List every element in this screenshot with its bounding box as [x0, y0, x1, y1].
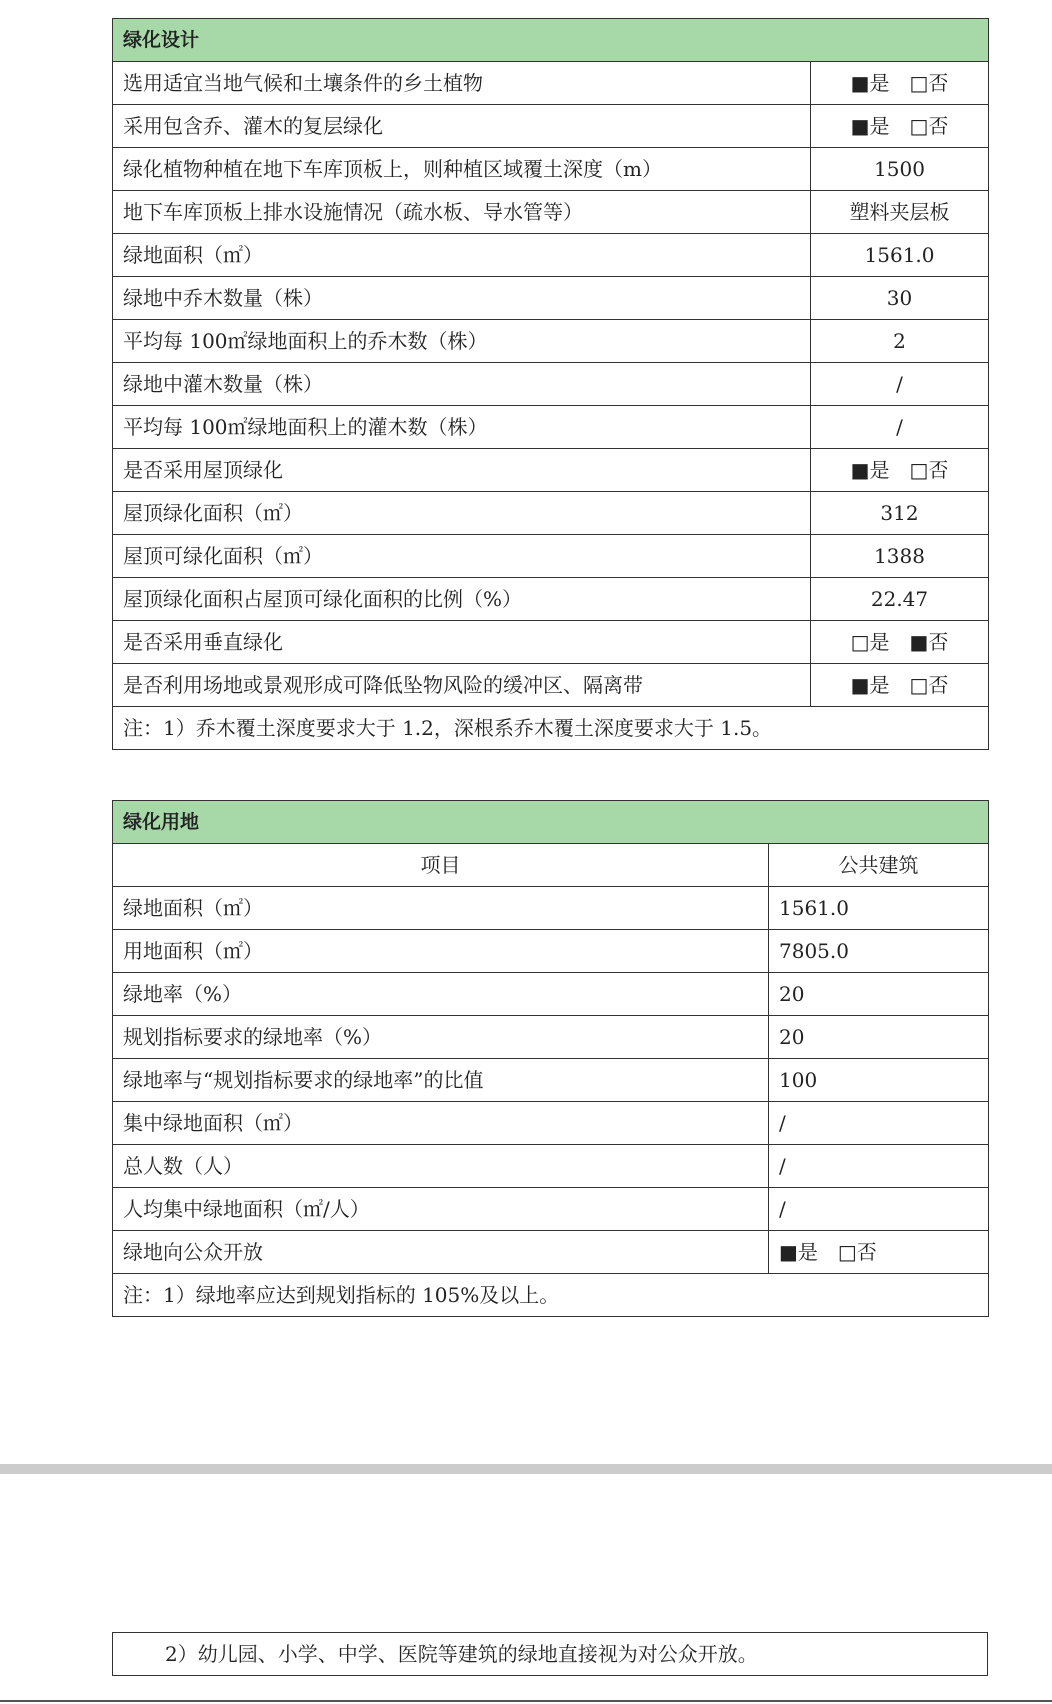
row-label: 是否采用屋顶绿化: [113, 449, 811, 492]
row-value: 2: [811, 320, 989, 363]
greening-design-note: 注：1）乔木覆土深度要求大于 1.2，深根系乔木覆土深度要求大于 1.5。: [113, 707, 989, 750]
table-row: [113, 277, 989, 320]
row-label: 平均每 100㎡绿地面积上的灌木数（株）: [113, 406, 811, 449]
row-label: 平均每 100㎡绿地面积上的乔木数（株）: [113, 320, 811, 363]
greening-land-title: 绿化用地: [113, 801, 989, 844]
table-row: [113, 449, 989, 492]
table-row: [113, 148, 989, 191]
row-label: 总人数（人）: [113, 1145, 769, 1188]
greening-land-note-continued: [112, 1632, 988, 1676]
table-row: [113, 1145, 989, 1188]
row-value: ■是 □否: [769, 1231, 989, 1274]
page-bottom-rule: [0, 1700, 1052, 1702]
row-value: /: [769, 1102, 989, 1145]
row-value: /: [769, 1188, 989, 1231]
table-row: [113, 535, 989, 578]
row-label: 绿地率与“规划指标要求的绿地率”的比值: [113, 1059, 769, 1102]
greening-land-note-2: 2）幼儿园、小学、中学、医院等建筑的绿地直接视为对公众开放。: [113, 1633, 988, 1676]
greening-design-title: 绿化设计: [113, 19, 989, 62]
row-value: 1500: [811, 148, 989, 191]
table-row: [113, 1059, 989, 1102]
row-label: 绿地中乔木数量（株）: [113, 277, 811, 320]
row-value: 20: [769, 973, 989, 1016]
table-note-row: [113, 1274, 989, 1317]
table-row: [113, 1016, 989, 1059]
table-row: [113, 1231, 989, 1274]
table-row: [113, 621, 989, 664]
row-value: 100: [769, 1059, 989, 1102]
table-row: [113, 973, 989, 1016]
table-row: [113, 492, 989, 535]
row-label: 规划指标要求的绿地率（%）: [113, 1016, 769, 1059]
column-header-row: [113, 844, 989, 887]
table-row: [113, 234, 989, 277]
row-value: /: [769, 1145, 989, 1188]
row-value: 1561.0: [769, 887, 989, 930]
row-value: ■是 □否: [811, 62, 989, 105]
row-value: 1561.0: [811, 234, 989, 277]
greening-land-table: [112, 800, 989, 1317]
page-break-divider: [0, 1464, 1052, 1474]
row-label: 绿化植物种植在地下车库顶板上，则种植区域覆土深度（m）: [113, 148, 811, 191]
row-value: /: [811, 406, 989, 449]
row-label: 屋顶绿化面积（㎡）: [113, 492, 811, 535]
row-label: 是否利用场地或景观形成可降低坠物风险的缓冲区、隔离带: [113, 664, 811, 707]
row-value: 塑料夹层板: [811, 191, 989, 234]
table-row: [113, 1188, 989, 1231]
row-value: ■是 □否: [811, 664, 989, 707]
row-label: 绿地率（%）: [113, 973, 769, 1016]
table-row: [113, 406, 989, 449]
table-row: [113, 320, 989, 363]
row-value: □是 ■否: [811, 621, 989, 664]
row-value: 20: [769, 1016, 989, 1059]
row-value: ■是 □否: [811, 449, 989, 492]
row-value: 30: [811, 277, 989, 320]
row-value: 312: [811, 492, 989, 535]
table-row: [113, 887, 989, 930]
table-row: [113, 930, 989, 973]
row-value: /: [811, 363, 989, 406]
greening-land-note: 注：1）绿地率应达到规划指标的 105%及以上。: [113, 1274, 989, 1317]
greening-design-table: [112, 18, 989, 750]
row-label: 用地面积（㎡）: [113, 930, 769, 973]
row-label: 屋顶可绿化面积（㎡）: [113, 535, 811, 578]
table-row: [113, 105, 989, 148]
row-value: ■是 □否: [811, 105, 989, 148]
table-row: [113, 191, 989, 234]
row-label: 屋顶绿化面积占屋顶可绿化面积的比例（%）: [113, 578, 811, 621]
column-header-item: 项目: [113, 844, 769, 887]
table-row: [113, 664, 989, 707]
table-row: [113, 578, 989, 621]
column-header-public-building: 公共建筑: [769, 844, 989, 887]
table-note-row: [113, 707, 989, 750]
row-label: 选用适宜当地气候和土壤条件的乡土植物: [113, 62, 811, 105]
row-label: 绿地向公众开放: [113, 1231, 769, 1274]
row-label: 采用包含乔、灌木的复层绿化: [113, 105, 811, 148]
row-label: 人均集中绿地面积（㎡/人）: [113, 1188, 769, 1231]
table-row: [113, 1102, 989, 1145]
row-label: 地下车库顶板上排水设施情况（疏水板、导水管等）: [113, 191, 811, 234]
row-label: 是否采用垂直绿化: [113, 621, 811, 664]
row-value: 7805.0: [769, 930, 989, 973]
table-row: [113, 363, 989, 406]
row-label: 绿地面积（㎡）: [113, 887, 769, 930]
table-row: [113, 62, 989, 105]
row-value: 22.47: [811, 578, 989, 621]
row-value: 1388: [811, 535, 989, 578]
row-label: 集中绿地面积（㎡）: [113, 1102, 769, 1145]
row-label: 绿地面积（㎡）: [113, 234, 811, 277]
row-label: 绿地中灌木数量（株）: [113, 363, 811, 406]
